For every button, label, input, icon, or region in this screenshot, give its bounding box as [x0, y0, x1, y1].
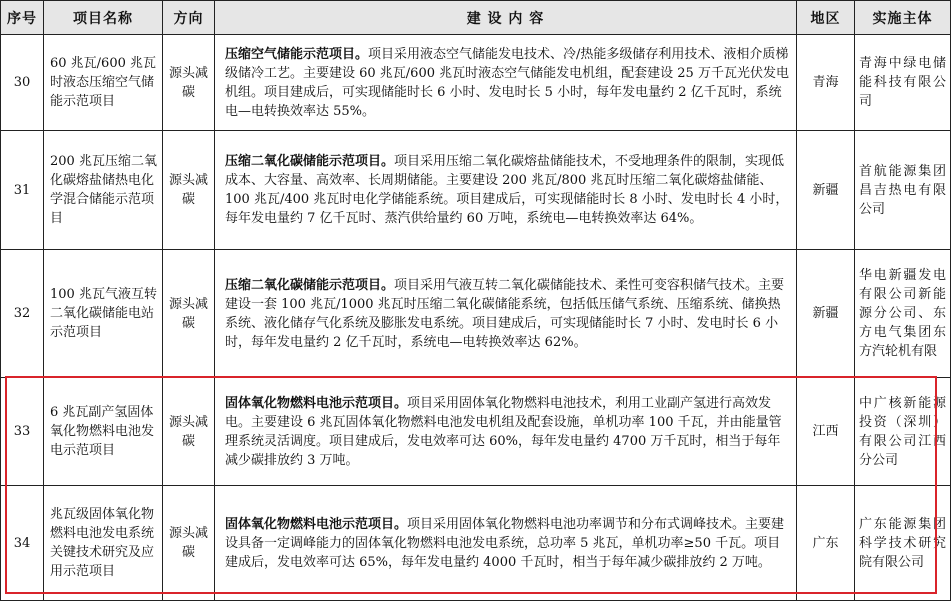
header-content: 建 设 内 容	[215, 1, 797, 35]
row-name: 60 兆瓦/600 兆瓦时液态压缩空气储能示范项目	[44, 35, 163, 131]
table-row	[1, 486, 951, 601]
row-entity: 华电新疆发电有限公司新能源分公司、东方电气集团东方汽轮机有限	[855, 250, 951, 378]
header-no: 序号	[1, 1, 44, 35]
row-region: 新疆	[797, 131, 855, 250]
row-content	[215, 378, 797, 486]
content-body: 项目采用液态空气储能发电技术、冷/热能多级储存利用技术、液相介质梯级储冷工艺。主要建设 60 兆瓦/600 兆瓦时液态空气储能发电机组，配套建设 25 万千瓦光伏发电机组。项目建成后，可实现储能时长 6 小时、发电时长 5 小时，每年发电量约 2 亿千瓦时，系统电—电转换效率达 55%。	[225, 46, 789, 119]
content-title: 固体氧化物燃料电池示范项目。	[225, 516, 408, 532]
table-row	[1, 378, 951, 486]
row-entity: 广东能源集团科学技术研究院有限公司	[855, 486, 951, 601]
row-direction: 源头减碳	[163, 131, 215, 250]
table-row	[1, 131, 951, 250]
row-name: 兆瓦级固体氧化物燃料电池发电系统关键技术研究及应用示范项目	[44, 486, 163, 601]
row-region: 青海	[797, 35, 855, 131]
header-direction: 方向	[163, 1, 215, 35]
table-row	[1, 250, 951, 378]
row-region: 广东	[797, 486, 855, 601]
row-region: 江西	[797, 378, 855, 486]
row-no: 34	[1, 486, 44, 601]
row-direction: 源头减碳	[163, 250, 215, 378]
table-row	[1, 35, 951, 131]
content-body: 项目采用气液互转二氧化碳储能技术、柔性可变容积储气技术。主要建设一套 100 兆瓦/1000 兆瓦时压缩二氧化碳储能系统，包括低压储气系统、压缩系统、储换热系统、液化储存气化系统及膨胀发电系统。项目建成后，可实现储能时长 7 小时、发电时长 6 小时，每年发电量约 2 亿千瓦时，系统电—电转换效率达 62%。	[225, 277, 785, 350]
row-region: 新疆	[797, 250, 855, 378]
content-body: 项目采用压缩二氧化碳熔盐储能技术，不受地理条件的限制，实现低成本、大容量、高效率、长周期储能。主要建设 200 兆瓦/800 兆瓦时压缩二氧化碳熔盐储能、100 兆瓦/400 兆瓦时电化学储能系统。项目建成后，可实现储能时长 8 小时、发电时长 4 小时，每年发电量约 7 亿千瓦时、蒸汽供给量约 60 万吨，系统电—电转换效率达 64%。	[225, 154, 789, 226]
content-title: 压缩二氧化碳储能示范项目。	[225, 277, 395, 293]
row-content	[215, 486, 797, 601]
row-no: 33	[1, 378, 44, 486]
row-entity: 青海中绿电储能科技有限公司	[855, 35, 951, 131]
row-entity: 首航能源集团昌吉热电有限公司	[855, 131, 951, 250]
header-entity: 实施主体	[855, 1, 951, 35]
row-direction: 源头减碳	[163, 378, 215, 486]
table-header-row	[1, 1, 951, 35]
row-content	[215, 250, 797, 378]
content-body: 项目采用固体氧化物燃料电池技术，利用工业副产氢进行高效发电。主要建设 6 兆瓦固体氧化物燃料电池发电机组及配套设施，单机功率 100 千瓦，并由能量管理系统灵活调度。项目建成后，发电效率可达 60%，每年发电量约 4700 万千瓦时，相当于每年减少碳排放约 3 万吨。	[225, 395, 782, 468]
row-no: 32	[1, 250, 44, 378]
row-entity: 中广核新能源投资（深圳）有限公司江西分公司	[855, 378, 951, 486]
header-name: 项目名称	[44, 1, 163, 35]
content-title: 固体氧化物燃料电池示范项目。	[225, 395, 408, 411]
header-region: 地区	[797, 1, 855, 35]
row-direction: 源头减碳	[163, 486, 215, 601]
row-name: 100 兆瓦气液互转二氧化碳储能电站示范项目	[44, 250, 163, 378]
row-content	[215, 131, 797, 250]
row-no: 30	[1, 35, 44, 131]
row-name: 6 兆瓦副产氢固体氧化物燃料电池发电示范项目	[44, 378, 163, 486]
content-title: 压缩二氧化碳储能示范项目。	[225, 154, 395, 169]
content-body: 项目采用固体氧化物燃料电池功率调节和分布式调峰技术。主要建设具备一定调峰能力的固体氧化物燃料电池发电系统，总功率 5 兆瓦，单机功率≥50 千瓦。项目建成后，发电效率可达 65%，每年发电量约 4000 千瓦时，相当于每年减少碳排放约 2 万吨。	[225, 516, 785, 570]
row-no: 31	[1, 131, 44, 250]
row-name: 200 兆瓦压缩二氧化碳熔盐储热电化学混合储能示范项目	[44, 131, 163, 250]
row-direction: 源头减碳	[163, 35, 215, 131]
row-content	[215, 35, 797, 131]
content-title: 压缩空气储能示范项目。	[225, 46, 369, 62]
